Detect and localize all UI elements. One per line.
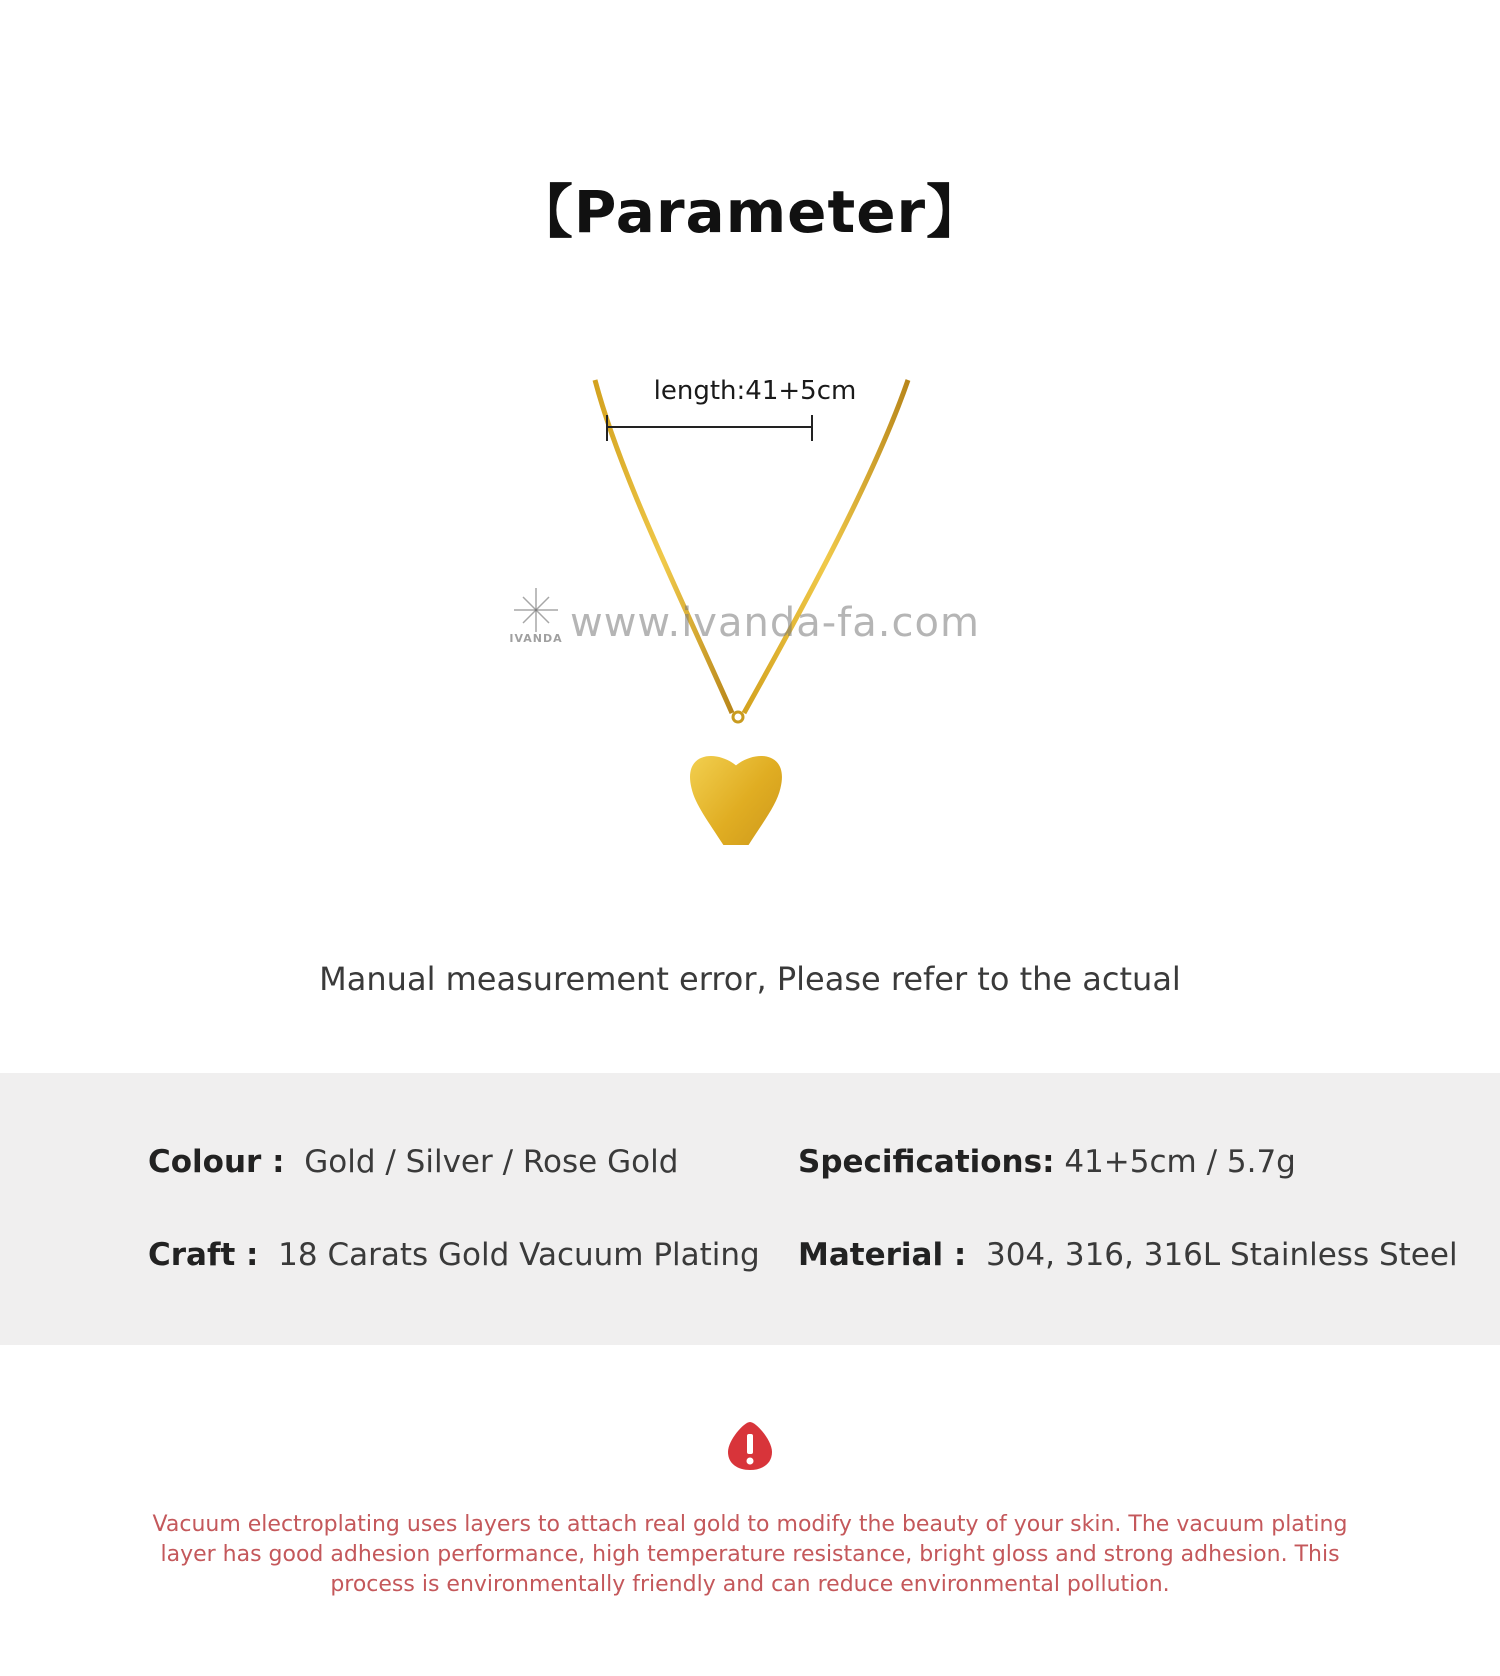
spec-specifications-label: Specifications: — [798, 1144, 1055, 1180]
spec-colour-label: Colour : — [148, 1144, 285, 1180]
spec-craft-value: 18 Carats Gold Vacuum Plating — [278, 1237, 760, 1273]
spec-craft-label: Craft : — [148, 1237, 259, 1273]
watermark-logo-text: IVANDA — [509, 632, 563, 645]
spec-craft — [148, 1237, 760, 1273]
watermark-url: www.ivanda-fa.com — [570, 600, 980, 646]
spec-colour — [148, 1144, 678, 1180]
spec-material-label: Material : — [798, 1237, 967, 1273]
spec-material-value: 304, 316, 316L Stainless Steel — [985, 1237, 1458, 1273]
plating-warning-text: Vacuum electroplating uses layers to attach real gold to modify the beauty of your skin. The vacuum plating layer has good adhesion performance, high temperature resistance, bright gloss and strong adhesion. This process is environmentally friendly and can reduce environmental pollution. — [152, 1512, 1348, 1597]
pendant-bail — [733, 712, 743, 722]
chain-left — [595, 380, 732, 713]
spec-specifications-value: 41+5cm / 5.7g — [1064, 1144, 1296, 1180]
exclamation-icon — [726, 1420, 774, 1472]
chain-right — [744, 380, 908, 713]
spec-panel — [0, 1073, 1500, 1345]
spec-material — [798, 1237, 1458, 1273]
watermark-logo-icon — [514, 588, 558, 632]
heart-pendant — [690, 756, 782, 845]
page-title: 【Parameter】 — [514, 178, 986, 246]
measurement-note: Manual measurement error, Please refer to the actual — [319, 960, 1181, 998]
length-label: length:41+5cm — [653, 376, 857, 406]
spec-colour-value: Gold / Silver / Rose Gold — [304, 1144, 679, 1180]
spec-specifications — [798, 1144, 1296, 1180]
